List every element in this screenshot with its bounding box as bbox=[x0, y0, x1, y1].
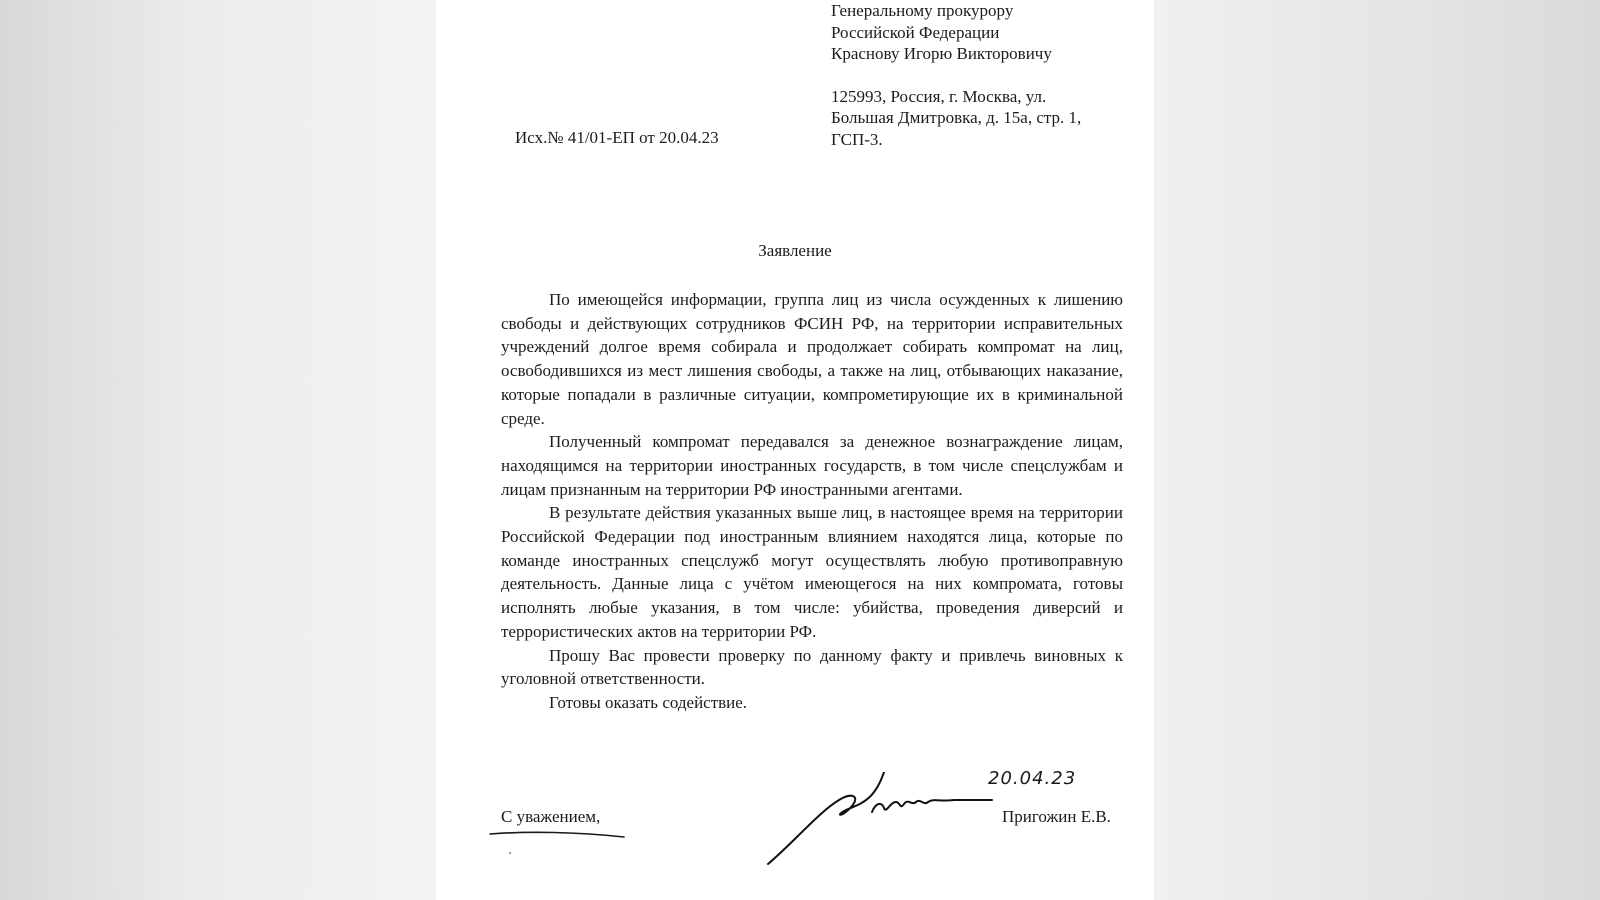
paragraph: В результате действия указанных выше лиц, в настоящее время на территории Российской Федерации под иностранным влиянием находятся лица, которые по команде иностранных спецслужб могут осуществлять любую противоправную деятельность. Данные лица с учётом имеющегося на них компромата, готовы исполнять любые указания, в том числе: убийства, проведения диверсий и террористических актов на территории РФ. bbox=[501, 503, 1123, 641]
document-title: Заявление bbox=[758, 241, 832, 260]
reference-number: Исх.№ 41/01-ЕП от 20.04.23 bbox=[515, 128, 719, 147]
address-line: Большая Дмитровка, д. 15а, стр. 1, bbox=[831, 108, 1082, 127]
closing-underline bbox=[488, 828, 628, 840]
signer-name: Пригожин Е.В. bbox=[1002, 807, 1111, 826]
signature-image bbox=[764, 772, 1004, 867]
address-line: 125993, Россия, г. Москва, ул. bbox=[831, 86, 1047, 106]
document-page bbox=[436, 0, 1154, 900]
addressee-line: Российской Федерации bbox=[831, 22, 1000, 42]
addressee-line: Краснову Игорю Викторовичу bbox=[831, 44, 1052, 63]
closing-phrase: С уважением, bbox=[501, 807, 601, 826]
address-block bbox=[831, 86, 1081, 151]
handwritten-date: 20.04.23 bbox=[988, 768, 1077, 789]
paragraph: Полученный компромат передавался за денежное вознаграждение лицам, находящимся на территории иностранных государств, в том числе спецслужбам и лицам признанным на территории РФ иностранными агентами. bbox=[501, 432, 1123, 499]
paragraph: Прошу Вас провести проверку по данному факту и привлечь виновных к уголовной ответственности. bbox=[501, 645, 1123, 689]
addressee-line: Генеральному прокурору bbox=[831, 1, 1014, 20]
background-left bbox=[0, 0, 436, 900]
paragraph: Готовы оказать содействие. bbox=[549, 692, 748, 712]
addressee-block bbox=[831, 0, 1081, 150]
body-text bbox=[501, 288, 1123, 715]
address-line: ГСП-3. bbox=[831, 129, 883, 149]
speck bbox=[509, 852, 511, 854]
background-right bbox=[1154, 0, 1600, 900]
paragraph: По имеющейся информации, группа лиц из числа осужденных к лишению свободы и действующих сотрудников ФСИН РФ, на территории исправительных учреждений долгое время собирала и продолжает собирать компромат на лиц, освободившихся из мест лишения свободы, а также на лиц, отбывающих наказание, которые попадали в различные ситуации, компрометирующие их в криминальной среде. bbox=[501, 290, 1123, 428]
